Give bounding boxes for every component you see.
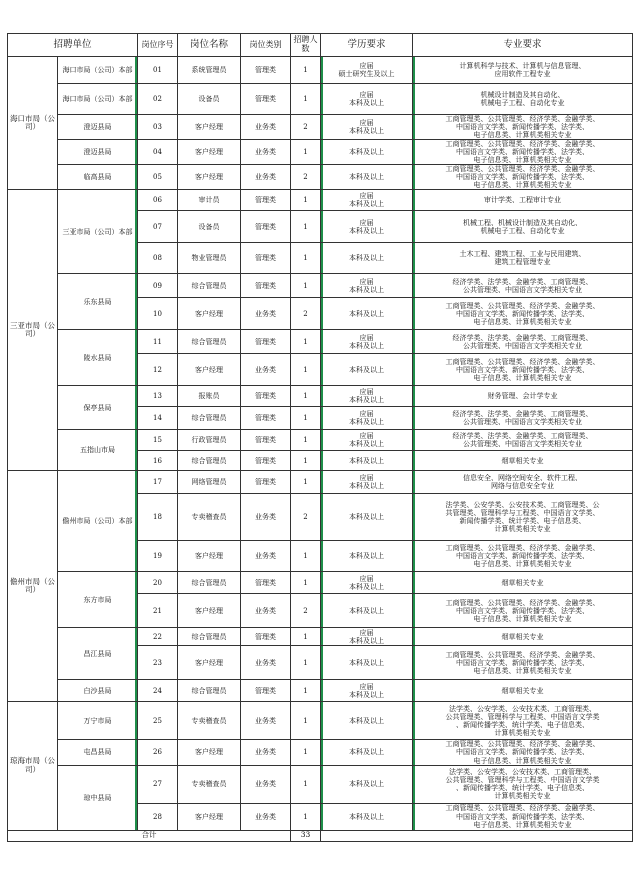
cell-org: 三亚市局（公司） xyxy=(8,190,58,471)
cell-major: 烟草相关专业 xyxy=(413,572,633,594)
cell-org: 海口市局（公司） xyxy=(8,57,58,190)
cell-position: 综合管理员 xyxy=(178,451,241,471)
cell-major: 工商管理类、公共管理类、经济学类、金融学类、 中国语言文学类、新闻传播学类、法学类、 电子信息类、计算机类相关专业 xyxy=(413,354,633,386)
table-row xyxy=(8,572,633,594)
cell-category: 业务类 xyxy=(241,803,291,830)
cell-major: 法学类、公安学类、公安技术类、工商管理类、公 共管理类、管理科学与工程类、中国语言文学类、 新闻传播学类、统计学类、电子信息类、 计算机类相关专业 xyxy=(413,494,633,541)
total-blank xyxy=(321,830,633,841)
cell-category: 业务类 xyxy=(241,140,291,165)
cell-category: 管理类 xyxy=(241,471,291,494)
cell-education: 本科及以上 xyxy=(321,702,413,740)
cell-position: 综合管理员 xyxy=(178,330,241,354)
cell-subunit: 万宁市局 xyxy=(58,702,138,740)
table-row xyxy=(8,165,633,190)
cell-code: 21 xyxy=(138,594,178,628)
cell-category: 管理类 xyxy=(241,84,291,115)
cell-education: 本科及以上 xyxy=(321,740,413,765)
cell-count: 1 xyxy=(291,803,321,830)
cell-code: 10 xyxy=(138,298,178,330)
cell-major: 工商管理类、公共管理类、经济学类、金融学类、 中国语言文学类、新闻传播学类、法学类、 电子信息类、计算机类相关专业 xyxy=(413,740,633,765)
cell-education: 应届 本科及以上 xyxy=(321,211,413,243)
cell-major: 烟草相关专业 xyxy=(413,451,633,471)
cell-code: 15 xyxy=(138,430,178,451)
cell-education: 应届 本科及以上 xyxy=(321,430,413,451)
cell-subunit: 屯昌县局 xyxy=(58,740,138,765)
cell-code: 06 xyxy=(138,190,178,211)
cell-code: 13 xyxy=(138,386,178,407)
cell-education: 本科及以上 xyxy=(321,140,413,165)
cell-code: 01 xyxy=(138,57,178,84)
cell-education: 应届 本科及以上 xyxy=(321,407,413,430)
cell-count: 1 xyxy=(291,541,321,572)
cell-position: 客户经理 xyxy=(178,646,241,680)
cell-code: 09 xyxy=(138,274,178,298)
cell-subunit: 三亚市局（公司）本部 xyxy=(58,190,138,274)
cell-position: 客户经理 xyxy=(178,541,241,572)
cell-count: 2 xyxy=(291,594,321,628)
cell-education: 应届 本科及以上 xyxy=(321,386,413,407)
table-row xyxy=(8,115,633,140)
cell-position: 专卖稽查员 xyxy=(178,765,241,803)
table-row xyxy=(8,740,633,765)
cell-category: 管理类 xyxy=(241,274,291,298)
cell-category: 业务类 xyxy=(241,298,291,330)
cell-position: 客户经理 xyxy=(178,115,241,140)
cell-count: 1 xyxy=(291,274,321,298)
cell-education: 应届 本科及以上 xyxy=(321,274,413,298)
cell-count: 2 xyxy=(291,165,321,190)
cell-count: 1 xyxy=(291,471,321,494)
cell-subunit: 海口市局（公司）本部 xyxy=(58,84,138,115)
cell-subunit: 儋州市局（公司）本部 xyxy=(58,471,138,572)
cell-count: 1 xyxy=(291,330,321,354)
cell-major: 经济学类、法学类、金融学类、工商管理类、 公共管理类、中国语言文学类相关专业 xyxy=(413,330,633,354)
cell-education: 本科及以上 xyxy=(321,298,413,330)
cell-position: 综合管理员 xyxy=(178,628,241,646)
table-row xyxy=(8,430,633,451)
table-body xyxy=(8,57,633,842)
cell-position: 审计员 xyxy=(178,190,241,211)
cell-subunit: 保亭县局 xyxy=(58,386,138,430)
cell-org: 琼海市局（公司） xyxy=(8,702,58,830)
total-count: 33 xyxy=(291,830,321,841)
cell-education: 应届 本科及以上 xyxy=(321,572,413,594)
cell-major: 经济学类、法学类、金融学类、工商管理类、 公共管理类、中国语言文学类相关专业 xyxy=(413,430,633,451)
cell-category: 业务类 xyxy=(241,494,291,541)
cell-position: 综合管理员 xyxy=(178,407,241,430)
cell-major: 计算机科学与技术、计算机与信息管理、 应用软件工程专业 xyxy=(413,57,633,84)
cell-education: 本科及以上 xyxy=(321,165,413,190)
cell-position: 物业管理员 xyxy=(178,243,241,274)
table-row xyxy=(8,628,633,646)
cell-code: 28 xyxy=(138,803,178,830)
cell-category: 管理类 xyxy=(241,211,291,243)
cell-org: 儋州市局（公司） xyxy=(8,471,58,702)
cell-subunit: 陵水县局 xyxy=(58,330,138,386)
cell-major: 土木工程、建筑工程、工业与民用建筑、 建筑工程管理专业 xyxy=(413,243,633,274)
table-row xyxy=(8,190,633,211)
cell-category: 管理类 xyxy=(241,57,291,84)
cell-education: 应届 本科及以上 xyxy=(321,471,413,494)
cell-category: 管理类 xyxy=(241,243,291,274)
cell-position: 设备员 xyxy=(178,84,241,115)
cell-category: 业务类 xyxy=(241,594,291,628)
cell-major: 工商管理类、公共管理类、经济学类、金融学类、 中国语言文学类、新闻传播学类、法学类、 电子信息类、计算机类相关专业 xyxy=(413,298,633,330)
cell-major: 工商管理类、公共管理类、经济学类、金融学类、 中国语言文学类、新闻传播学类、法学类、 电子信息类、计算机类相关专业 xyxy=(413,115,633,140)
table-row xyxy=(8,140,633,165)
cell-count: 2 xyxy=(291,115,321,140)
cell-major: 工商管理类、公共管理类、经济学类、金融学类、 中国语言文学类、新闻传播学类、法学类、 电子信息类、计算机类相关专业 xyxy=(413,140,633,165)
cell-subunit: 乐东县局 xyxy=(58,274,138,330)
cell-count: 1 xyxy=(291,190,321,211)
cell-major: 工商管理类、公共管理类、经济学类、金融学类、 中国语言文学类、新闻传播学类、法学类、 电子信息类、计算机类相关专业 xyxy=(413,165,633,190)
cell-code: 11 xyxy=(138,330,178,354)
cell-code: 07 xyxy=(138,211,178,243)
cell-count: 1 xyxy=(291,572,321,594)
cell-major: 机械设计制造及其自动化、 机械电子工程、自动化专业 xyxy=(413,84,633,115)
cell-category: 管理类 xyxy=(241,628,291,646)
cell-major: 机械工程、机械设计制造及其自动化、 机械电子工程、自动化专业 xyxy=(413,211,633,243)
cell-count: 1 xyxy=(291,57,321,84)
cell-education: 应届 本科及以上 xyxy=(321,115,413,140)
cell-major: 法学类、公安学类、公安技术类、工商管理类、 公共管理类、管理科学与工程类、中国语言文学类 、新闻传播学类、统计学类、电子信息类、 计算机类相关专业 xyxy=(413,765,633,803)
cell-subunit: 澄迈县局 xyxy=(58,140,138,165)
cell-education: 本科及以上 xyxy=(321,803,413,830)
cell-education: 本科及以上 xyxy=(321,765,413,803)
cell-position: 综合管理员 xyxy=(178,274,241,298)
cell-position: 设备员 xyxy=(178,211,241,243)
cell-count: 1 xyxy=(291,646,321,680)
cell-count: 2 xyxy=(291,494,321,541)
table-row xyxy=(8,386,633,407)
cell-subunit: 白沙县局 xyxy=(58,680,138,702)
cell-code: 17 xyxy=(138,471,178,494)
cell-count: 1 xyxy=(291,84,321,115)
cell-major: 工商管理类、公共管理类、经济学类、金融学类、 中国语言文学类、新闻传播学类、法学类、 电子信息类、计算机类相关专业 xyxy=(413,803,633,830)
cell-category: 管理类 xyxy=(241,330,291,354)
cell-major: 财务管理、会计学专业 xyxy=(413,386,633,407)
cell-count: 1 xyxy=(291,243,321,274)
cell-major: 工商管理类、公共管理类、经济学类、金融学类、 中国语言文学类、新闻传播学类、法学类、 电子信息类、计算机类相关专业 xyxy=(413,646,633,680)
cell-count: 1 xyxy=(291,407,321,430)
cell-position: 系统管理员 xyxy=(178,57,241,84)
cell-major: 烟草相关专业 xyxy=(413,628,633,646)
cell-position: 网络管理员 xyxy=(178,471,241,494)
cell-subunit: 澄迈县局 xyxy=(58,115,138,140)
cell-education: 本科及以上 xyxy=(321,494,413,541)
recruitment-table xyxy=(7,33,633,842)
cell-category: 管理类 xyxy=(241,451,291,471)
cell-code: 02 xyxy=(138,84,178,115)
cell-major: 信息安全、网络空间安全、软件工程、 网络与信息安全专业 xyxy=(413,471,633,494)
cell-code: 18 xyxy=(138,494,178,541)
cell-subunit: 五指山市局 xyxy=(58,430,138,471)
cell-count: 1 xyxy=(291,451,321,471)
cell-education: 应届 本科及以上 xyxy=(321,628,413,646)
cell-count: 1 xyxy=(291,386,321,407)
cell-position: 客户经理 xyxy=(178,165,241,190)
cell-position: 综合管理员 xyxy=(178,680,241,702)
cell-major: 烟草相关专业 xyxy=(413,680,633,702)
cell-position: 行政管理员 xyxy=(178,430,241,451)
table-row xyxy=(8,680,633,702)
cell-category: 业务类 xyxy=(241,354,291,386)
cell-code: 27 xyxy=(138,765,178,803)
cell-major: 工商管理类、公共管理类、经济学类、金融学类、 中国语言文学类、新闻传播学类、法学类、 电子信息类、计算机类相关专业 xyxy=(413,541,633,572)
cell-category: 管理类 xyxy=(241,190,291,211)
cell-position: 综合管理员 xyxy=(178,572,241,594)
cell-position: 专卖稽查员 xyxy=(178,702,241,740)
header-code: 岗位序号 xyxy=(138,34,178,57)
cell-major: 工商管理类、公共管理类、经济学类、金融学类、 中国语言文学类、新闻传播学类、法学类、 电子信息类、计算机类相关专业 xyxy=(413,594,633,628)
cell-code: 23 xyxy=(138,646,178,680)
table-row xyxy=(8,57,633,84)
cell-position: 报账员 xyxy=(178,386,241,407)
table-row xyxy=(8,765,633,803)
cell-major: 经济学类、法学类、金融学类、工商管理类、 公共管理类、中国语言文学类相关专业 xyxy=(413,407,633,430)
cell-category: 管理类 xyxy=(241,680,291,702)
cell-code: 20 xyxy=(138,572,178,594)
cell-category: 管理类 xyxy=(241,407,291,430)
cell-category: 业务类 xyxy=(241,165,291,190)
cell-code: 04 xyxy=(138,140,178,165)
cell-category: 业务类 xyxy=(241,646,291,680)
cell-count: 1 xyxy=(291,702,321,740)
cell-education: 应届 硕士研究生及以上 xyxy=(321,57,413,84)
cell-code: 14 xyxy=(138,407,178,430)
cell-count: 1 xyxy=(291,140,321,165)
cell-code: 03 xyxy=(138,115,178,140)
cell-count: 1 xyxy=(291,765,321,803)
cell-position: 客户经理 xyxy=(178,140,241,165)
header-category: 岗位类别 xyxy=(241,34,291,57)
header-education: 学历要求 xyxy=(321,34,413,57)
cell-position: 专卖稽查员 xyxy=(178,494,241,541)
cell-education: 本科及以上 xyxy=(321,646,413,680)
cell-count: 1 xyxy=(291,430,321,451)
cell-education: 本科及以上 xyxy=(321,594,413,628)
total-row xyxy=(8,830,633,841)
cell-code: 08 xyxy=(138,243,178,274)
cell-category: 管理类 xyxy=(241,572,291,594)
cell-code: 25 xyxy=(138,702,178,740)
cell-education: 本科及以上 xyxy=(321,354,413,386)
table-row xyxy=(8,702,633,740)
cell-code: 12 xyxy=(138,354,178,386)
cell-category: 业务类 xyxy=(241,765,291,803)
cell-code: 24 xyxy=(138,680,178,702)
cell-count: 1 xyxy=(291,354,321,386)
cell-education: 本科及以上 xyxy=(321,451,413,471)
cell-position: 客户经理 xyxy=(178,740,241,765)
cell-count: 1 xyxy=(291,211,321,243)
cell-subunit: 琼中县局 xyxy=(58,765,138,830)
header-count: 招聘人数 xyxy=(291,34,321,57)
cell-code: 05 xyxy=(138,165,178,190)
cell-education: 应届 本科及以上 xyxy=(321,84,413,115)
cell-code: 22 xyxy=(138,628,178,646)
cell-major: 经济学类、法学类、金融学类、工商管理类、 公共管理类、中国语言文学类相关专业 xyxy=(413,274,633,298)
header-row xyxy=(8,34,633,57)
cell-subunit: 临高县局 xyxy=(58,165,138,190)
cell-code: 16 xyxy=(138,451,178,471)
cell-count: 1 xyxy=(291,628,321,646)
table-row xyxy=(8,330,633,354)
cell-position: 客户经理 xyxy=(178,594,241,628)
header-position: 岗位名称 xyxy=(178,34,241,57)
cell-subunit: 昌江县局 xyxy=(58,628,138,680)
cell-category: 管理类 xyxy=(241,386,291,407)
cell-education: 应届 本科及以上 xyxy=(321,190,413,211)
cell-category: 管理类 xyxy=(241,430,291,451)
header-unit: 招聘单位 xyxy=(8,34,138,57)
cell-education: 本科及以上 xyxy=(321,541,413,572)
cell-code: 26 xyxy=(138,740,178,765)
cell-code: 19 xyxy=(138,541,178,572)
table-row xyxy=(8,274,633,298)
cell-major: 法学类、公安学类、公安技术类、工商管理类、 公共管理类、管理科学与工程类、中国语言文学类 、新闻传播学类、统计学类、电子信息类、 计算机类相关专业 xyxy=(413,702,633,740)
cell-education: 本科及以上 xyxy=(321,243,413,274)
cell-position: 客户经理 xyxy=(178,354,241,386)
cell-position: 客户经理 xyxy=(178,803,241,830)
cell-category: 业务类 xyxy=(241,115,291,140)
table-row xyxy=(8,84,633,115)
cell-count: 1 xyxy=(291,740,321,765)
total-label: 合计 xyxy=(8,830,291,841)
cell-education: 应届 本科及以上 xyxy=(321,330,413,354)
cell-subunit: 东方市局 xyxy=(58,572,138,628)
cell-count: 1 xyxy=(291,680,321,702)
table-row xyxy=(8,471,633,494)
cell-count: 2 xyxy=(291,298,321,330)
cell-position: 客户经理 xyxy=(178,298,241,330)
cell-category: 业务类 xyxy=(241,702,291,740)
cell-category: 业务类 xyxy=(241,740,291,765)
cell-subunit: 海口市局（公司）本部 xyxy=(58,57,138,84)
cell-category: 业务类 xyxy=(241,541,291,572)
cell-education: 应届 本科及以上 xyxy=(321,680,413,702)
cell-major: 审计学类、工程审计专业 xyxy=(413,190,633,211)
header-major: 专业要求 xyxy=(413,34,633,57)
